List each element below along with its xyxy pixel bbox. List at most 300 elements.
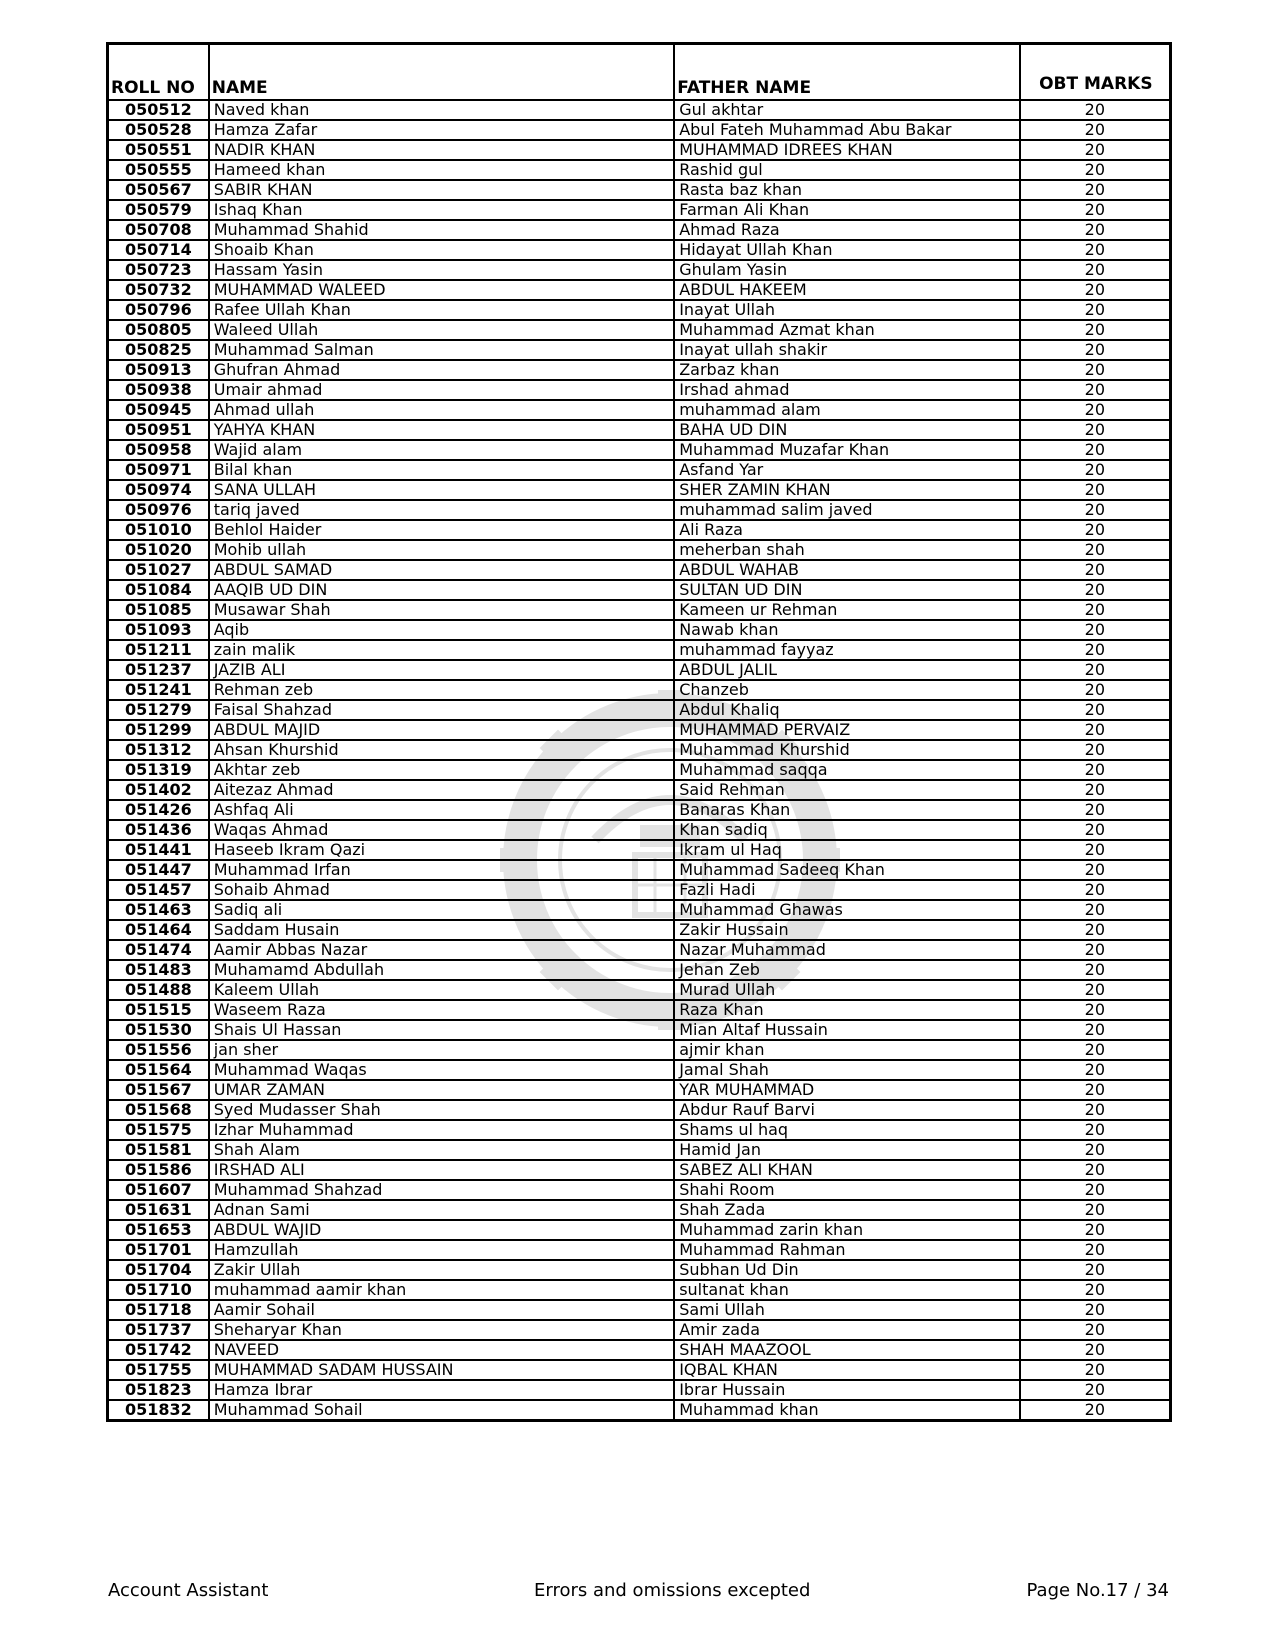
roll-no-cell: 051299 xyxy=(108,720,209,740)
table-row xyxy=(108,840,1171,860)
roll-no-cell: 050528 xyxy=(108,120,209,140)
name-cell: Muhammad Shahzad xyxy=(209,1180,674,1200)
roll-no-cell: 051607 xyxy=(108,1180,209,1200)
obt-marks-cell: 20 xyxy=(1020,800,1171,820)
table-row xyxy=(108,700,1171,720)
name-cell: Saddam Husain xyxy=(209,920,674,940)
roll-no-cell: 051020 xyxy=(108,540,209,560)
name-cell: Ishaq Khan xyxy=(209,200,674,220)
obt-marks-cell: 20 xyxy=(1020,460,1171,480)
father-name-cell: Mian Altaf Hussain xyxy=(674,1020,1020,1040)
father-name-cell: Ghulam Yasin xyxy=(674,260,1020,280)
name-cell: Hamzullah xyxy=(209,1240,674,1260)
table-row xyxy=(108,120,1171,140)
father-name-cell: SULTAN UD DIN xyxy=(674,580,1020,600)
table-row xyxy=(108,340,1171,360)
header-obt-marks: OBT MARKS xyxy=(1020,44,1171,101)
table-body xyxy=(108,100,1171,1421)
obt-marks-cell: 20 xyxy=(1020,280,1171,300)
father-name-cell: Ali Raza xyxy=(674,520,1020,540)
footer-signatory: Account Assistant xyxy=(108,1580,269,1601)
obt-marks-cell: 20 xyxy=(1020,1080,1171,1100)
roll-no-cell: 051211 xyxy=(108,640,209,660)
roll-no-cell: 051718 xyxy=(108,1300,209,1320)
father-name-cell: ajmir khan xyxy=(674,1040,1020,1060)
father-name-cell: Ikram ul Haq xyxy=(674,840,1020,860)
name-cell: Muhamamd Abdullah xyxy=(209,960,674,980)
table-row xyxy=(108,300,1171,320)
table-row xyxy=(108,1240,1171,1260)
father-name-cell: Subhan Ud Din xyxy=(674,1260,1020,1280)
obt-marks-cell: 20 xyxy=(1020,580,1171,600)
roll-no-cell: 051463 xyxy=(108,900,209,920)
name-cell: MUHAMMAD WALEED xyxy=(209,280,674,300)
name-cell: Hamza Ibrar xyxy=(209,1380,674,1400)
roll-no-cell: 050555 xyxy=(108,160,209,180)
table-row xyxy=(108,180,1171,200)
obt-marks-cell: 20 xyxy=(1020,640,1171,660)
name-cell: Rafee Ullah Khan xyxy=(209,300,674,320)
name-cell: Naved khan xyxy=(209,100,674,120)
table-row xyxy=(108,900,1171,920)
name-cell: Akhtar zeb xyxy=(209,760,674,780)
table-row xyxy=(108,1000,1171,1020)
name-cell: JAZIB ALI xyxy=(209,660,674,680)
table-row xyxy=(108,1180,1171,1200)
obt-marks-cell: 20 xyxy=(1020,740,1171,760)
name-cell: YAHYA KHAN xyxy=(209,420,674,440)
roll-no-cell: 051010 xyxy=(108,520,209,540)
table-row xyxy=(108,680,1171,700)
obt-marks-cell: 20 xyxy=(1020,1180,1171,1200)
table-row xyxy=(108,1260,1171,1280)
obt-marks-cell: 20 xyxy=(1020,1280,1171,1300)
roll-no-cell: 051823 xyxy=(108,1380,209,1400)
roll-no-cell: 050714 xyxy=(108,240,209,260)
father-name-cell: IQBAL KHAN xyxy=(674,1360,1020,1380)
name-cell: tariq javed xyxy=(209,500,674,520)
roll-no-cell: 051241 xyxy=(108,680,209,700)
roll-no-cell: 051653 xyxy=(108,1220,209,1240)
name-cell: Zakir Ullah xyxy=(209,1260,674,1280)
roll-no-cell: 051319 xyxy=(108,760,209,780)
table-row xyxy=(108,380,1171,400)
table-row xyxy=(108,460,1171,480)
obt-marks-cell: 20 xyxy=(1020,1140,1171,1160)
obt-marks-cell: 20 xyxy=(1020,360,1171,380)
obt-marks-cell: 20 xyxy=(1020,140,1171,160)
name-cell: Waleed Ullah xyxy=(209,320,674,340)
roll-no-cell: 051474 xyxy=(108,940,209,960)
obt-marks-cell: 20 xyxy=(1020,240,1171,260)
name-cell: SABIR KHAN xyxy=(209,180,674,200)
table-row xyxy=(108,800,1171,820)
obt-marks-cell: 20 xyxy=(1020,860,1171,880)
father-name-cell: Farman Ali Khan xyxy=(674,200,1020,220)
roll-no-cell: 051084 xyxy=(108,580,209,600)
table-row xyxy=(108,980,1171,1000)
name-cell: Syed Mudasser Shah xyxy=(209,1100,674,1120)
name-cell: NAVEED xyxy=(209,1340,674,1360)
name-cell: Muhammad Sohail xyxy=(209,1400,674,1421)
table-row xyxy=(108,400,1171,420)
obt-marks-cell: 20 xyxy=(1020,1220,1171,1240)
obt-marks-cell: 20 xyxy=(1020,1360,1171,1380)
name-cell: Wajid alam xyxy=(209,440,674,460)
father-name-cell: Muhammad saqqa xyxy=(674,760,1020,780)
obt-marks-cell: 20 xyxy=(1020,680,1171,700)
father-name-cell: Abul Fateh Muhammad Abu Bakar xyxy=(674,120,1020,140)
table-row xyxy=(108,1140,1171,1160)
obt-marks-cell: 20 xyxy=(1020,960,1171,980)
father-name-cell: muhammad salim javed xyxy=(674,500,1020,520)
roll-no-cell: 050579 xyxy=(108,200,209,220)
father-name-cell: sultanat khan xyxy=(674,1280,1020,1300)
table-row xyxy=(108,920,1171,940)
name-cell: IRSHAD ALI xyxy=(209,1160,674,1180)
obt-marks-cell: 20 xyxy=(1020,760,1171,780)
table-row xyxy=(108,200,1171,220)
table-row xyxy=(108,580,1171,600)
father-name-cell: Abdul Khaliq xyxy=(674,700,1020,720)
obt-marks-cell: 20 xyxy=(1020,840,1171,860)
obt-marks-cell: 20 xyxy=(1020,1320,1171,1340)
name-cell: Ashfaq Ali xyxy=(209,800,674,820)
father-name-cell: Nazar Muhammad xyxy=(674,940,1020,960)
table-row xyxy=(108,1380,1171,1400)
obt-marks-cell: 20 xyxy=(1020,820,1171,840)
obt-marks-cell: 20 xyxy=(1020,500,1171,520)
roll-no-cell: 051568 xyxy=(108,1100,209,1120)
table-row xyxy=(108,320,1171,340)
roll-no-cell: 051710 xyxy=(108,1280,209,1300)
roll-no-cell: 051436 xyxy=(108,820,209,840)
roll-no-cell: 051237 xyxy=(108,660,209,680)
obt-marks-cell: 20 xyxy=(1020,1000,1171,1020)
father-name-cell: Rasta baz khan xyxy=(674,180,1020,200)
father-name-cell: Raza Khan xyxy=(674,1000,1020,1020)
roll-no-cell: 051483 xyxy=(108,960,209,980)
name-cell: ABDUL MAJID xyxy=(209,720,674,740)
obt-marks-cell: 20 xyxy=(1020,1100,1171,1120)
father-name-cell: Hidayat Ullah Khan xyxy=(674,240,1020,260)
roll-no-cell: 051464 xyxy=(108,920,209,940)
obt-marks-cell: 20 xyxy=(1020,200,1171,220)
obt-marks-cell: 20 xyxy=(1020,300,1171,320)
name-cell: SANA ULLAH xyxy=(209,480,674,500)
name-cell: ABDUL WAJID xyxy=(209,1220,674,1240)
roll-no-cell: 051093 xyxy=(108,620,209,640)
roll-no-cell: 050723 xyxy=(108,260,209,280)
obt-marks-cell: 20 xyxy=(1020,100,1171,120)
father-name-cell: BAHA UD DIN xyxy=(674,420,1020,440)
name-cell: UMAR ZAMAN xyxy=(209,1080,674,1100)
roll-no-cell: 051755 xyxy=(108,1360,209,1380)
name-cell: Aamir Abbas Nazar xyxy=(209,940,674,960)
roll-no-cell: 051581 xyxy=(108,1140,209,1160)
name-cell: zain malik xyxy=(209,640,674,660)
name-cell: NADIR KHAN xyxy=(209,140,674,160)
name-cell: MUHAMMAD SADAM HUSSAIN xyxy=(209,1360,674,1380)
obt-marks-cell: 20 xyxy=(1020,440,1171,460)
name-cell: Mohib ullah xyxy=(209,540,674,560)
father-name-cell: muhammad fayyaz xyxy=(674,640,1020,660)
name-cell: Sheharyar Khan xyxy=(209,1320,674,1340)
roll-no-cell: 051402 xyxy=(108,780,209,800)
roll-no-cell: 050551 xyxy=(108,140,209,160)
father-name-cell: Inayat Ullah xyxy=(674,300,1020,320)
name-cell: ABDUL SAMAD xyxy=(209,560,674,580)
father-name-cell: Muhammad Sadeeq Khan xyxy=(674,860,1020,880)
father-name-cell: Murad Ullah xyxy=(674,980,1020,1000)
roll-no-cell: 051742 xyxy=(108,1340,209,1360)
father-name-cell: meherban shah xyxy=(674,540,1020,560)
roll-no-cell: 051447 xyxy=(108,860,209,880)
obt-marks-cell: 20 xyxy=(1020,1260,1171,1280)
obt-marks-cell: 20 xyxy=(1020,380,1171,400)
father-name-cell: MUHAMMAD IDREES KHAN xyxy=(674,140,1020,160)
father-name-cell: MUHAMMAD PERVAIZ xyxy=(674,720,1020,740)
obt-marks-cell: 20 xyxy=(1020,540,1171,560)
obt-marks-cell: 20 xyxy=(1020,940,1171,960)
obt-marks-cell: 20 xyxy=(1020,180,1171,200)
father-name-cell: Chanzeb xyxy=(674,680,1020,700)
father-name-cell: Shahi Room xyxy=(674,1180,1020,1200)
father-name-cell: Muhammad Ghawas xyxy=(674,900,1020,920)
name-cell: Hassam Yasin xyxy=(209,260,674,280)
table-row xyxy=(108,440,1171,460)
table-row xyxy=(108,1100,1171,1120)
father-name-cell: Khan sadiq xyxy=(674,820,1020,840)
father-name-cell: Fazli Hadi xyxy=(674,880,1020,900)
obt-marks-cell: 20 xyxy=(1020,1200,1171,1220)
roll-no-cell: 051564 xyxy=(108,1060,209,1080)
table-row xyxy=(108,1200,1171,1220)
obt-marks-cell: 20 xyxy=(1020,520,1171,540)
roll-no-cell: 050567 xyxy=(108,180,209,200)
table-row xyxy=(108,1120,1171,1140)
name-cell: Muhammad Shahid xyxy=(209,220,674,240)
obt-marks-cell: 20 xyxy=(1020,1380,1171,1400)
roll-no-cell: 051567 xyxy=(108,1080,209,1100)
roll-no-cell: 050732 xyxy=(108,280,209,300)
table-row xyxy=(108,560,1171,580)
table-row xyxy=(108,1280,1171,1300)
roll-no-cell: 051027 xyxy=(108,560,209,580)
obt-marks-cell: 20 xyxy=(1020,480,1171,500)
father-name-cell: Muhammad Azmat khan xyxy=(674,320,1020,340)
table-row xyxy=(108,1360,1171,1380)
obt-marks-cell: 20 xyxy=(1020,320,1171,340)
obt-marks-cell: 20 xyxy=(1020,660,1171,680)
roll-no-cell: 050958 xyxy=(108,440,209,460)
footer-disclaimer: Errors and omissions excepted xyxy=(534,1580,811,1601)
father-name-cell: Ibrar Hussain xyxy=(674,1380,1020,1400)
roll-no-cell: 051441 xyxy=(108,840,209,860)
roll-no-cell: 051631 xyxy=(108,1200,209,1220)
father-name-cell: Gul akhtar xyxy=(674,100,1020,120)
roll-no-cell: 050512 xyxy=(108,100,209,120)
roll-no-cell: 050945 xyxy=(108,400,209,420)
father-name-cell: Banaras Khan xyxy=(674,800,1020,820)
table-row xyxy=(108,500,1171,520)
roll-no-cell: 051737 xyxy=(108,1320,209,1340)
father-name-cell: SHAH MAAZOOL xyxy=(674,1340,1020,1360)
table-row xyxy=(108,620,1171,640)
obt-marks-cell: 20 xyxy=(1020,1160,1171,1180)
roll-no-cell: 051312 xyxy=(108,740,209,760)
table-row xyxy=(108,960,1171,980)
father-name-cell: Rashid gul xyxy=(674,160,1020,180)
father-name-cell: Muhammad Rahman xyxy=(674,1240,1020,1260)
table-row xyxy=(108,640,1171,660)
table-row xyxy=(108,760,1171,780)
father-name-cell: Inayat ullah shakir xyxy=(674,340,1020,360)
obt-marks-cell: 20 xyxy=(1020,340,1171,360)
name-cell: Behlol Haider xyxy=(209,520,674,540)
table-row xyxy=(108,720,1171,740)
table-row xyxy=(108,860,1171,880)
obt-marks-cell: 20 xyxy=(1020,1020,1171,1040)
name-cell: muhammad aamir khan xyxy=(209,1280,674,1300)
name-cell: Musawar Shah xyxy=(209,600,674,620)
obt-marks-cell: 20 xyxy=(1020,1060,1171,1080)
father-name-cell: Amir zada xyxy=(674,1320,1020,1340)
table-row xyxy=(108,520,1171,540)
obt-marks-cell: 20 xyxy=(1020,700,1171,720)
results-table xyxy=(106,42,1172,1422)
roll-no-cell: 051515 xyxy=(108,1000,209,1020)
roll-no-cell: 051426 xyxy=(108,800,209,820)
table-row xyxy=(108,140,1171,160)
table-row xyxy=(108,1340,1171,1360)
name-cell: Aamir Sohail xyxy=(209,1300,674,1320)
roll-no-cell: 050796 xyxy=(108,300,209,320)
table-row xyxy=(108,240,1171,260)
table-row xyxy=(108,1060,1171,1080)
name-cell: Hameed khan xyxy=(209,160,674,180)
table-row xyxy=(108,1160,1171,1180)
name-cell: Shah Alam xyxy=(209,1140,674,1160)
roll-no-cell: 051701 xyxy=(108,1240,209,1260)
obt-marks-cell: 20 xyxy=(1020,560,1171,580)
obt-marks-cell: 20 xyxy=(1020,1400,1171,1421)
father-name-cell: Shah Zada xyxy=(674,1200,1020,1220)
table-row xyxy=(108,940,1171,960)
father-name-cell: SABEZ ALI KHAN xyxy=(674,1160,1020,1180)
header-name: NAME xyxy=(209,44,674,101)
obt-marks-cell: 20 xyxy=(1020,120,1171,140)
obt-marks-cell: 20 xyxy=(1020,160,1171,180)
name-cell: jan sher xyxy=(209,1040,674,1060)
roll-no-cell: 051457 xyxy=(108,880,209,900)
name-cell: Waqas Ahmad xyxy=(209,820,674,840)
father-name-cell: Muhammad Khurshid xyxy=(674,740,1020,760)
name-cell: Kaleem Ullah xyxy=(209,980,674,1000)
name-cell: Shoaib Khan xyxy=(209,240,674,260)
table-row xyxy=(108,360,1171,380)
father-name-cell: Muhammad Muzafar Khan xyxy=(674,440,1020,460)
roll-no-cell: 050708 xyxy=(108,220,209,240)
name-cell: Ahsan Khurshid xyxy=(209,740,674,760)
table-row xyxy=(108,1040,1171,1060)
obt-marks-cell: 20 xyxy=(1020,1120,1171,1140)
table-row xyxy=(108,220,1171,240)
roll-no-cell: 050951 xyxy=(108,420,209,440)
father-name-cell: Ahmad Raza xyxy=(674,220,1020,240)
name-cell: Waseem Raza xyxy=(209,1000,674,1020)
roll-no-cell: 051575 xyxy=(108,1120,209,1140)
obt-marks-cell: 20 xyxy=(1020,1040,1171,1060)
obt-marks-cell: 20 xyxy=(1020,900,1171,920)
table-row xyxy=(108,540,1171,560)
obt-marks-cell: 20 xyxy=(1020,600,1171,620)
obt-marks-cell: 20 xyxy=(1020,420,1171,440)
roll-no-cell: 051279 xyxy=(108,700,209,720)
father-name-cell: Abdur Rauf Barvi xyxy=(674,1100,1020,1120)
table-row xyxy=(108,160,1171,180)
name-cell: Izhar Muhammad xyxy=(209,1120,674,1140)
table-row xyxy=(108,1020,1171,1040)
name-cell: AAQIB UD DIN xyxy=(209,580,674,600)
table-row xyxy=(108,740,1171,760)
name-cell: Sohaib Ahmad xyxy=(209,880,674,900)
father-name-cell: Said Rehman xyxy=(674,780,1020,800)
roll-no-cell: 051488 xyxy=(108,980,209,1000)
father-name-cell: ABDUL HAKEEM xyxy=(674,280,1020,300)
obt-marks-cell: 20 xyxy=(1020,980,1171,1000)
header-roll-no: ROLL NO xyxy=(108,44,209,101)
table-row xyxy=(108,1220,1171,1240)
father-name-cell: Muhammad khan xyxy=(674,1400,1020,1421)
table-header-row xyxy=(108,44,1171,101)
table-row xyxy=(108,480,1171,500)
table-row xyxy=(108,420,1171,440)
table-row xyxy=(108,260,1171,280)
name-cell: Aqib xyxy=(209,620,674,640)
table-row xyxy=(108,820,1171,840)
roll-no-cell: 051586 xyxy=(108,1160,209,1180)
father-name-cell: ABDUL WAHAB xyxy=(674,560,1020,580)
table-row xyxy=(108,880,1171,900)
obt-marks-cell: 20 xyxy=(1020,260,1171,280)
obt-marks-cell: 20 xyxy=(1020,220,1171,240)
name-cell: Muhammad Salman xyxy=(209,340,674,360)
roll-no-cell: 050938 xyxy=(108,380,209,400)
obt-marks-cell: 20 xyxy=(1020,920,1171,940)
roll-no-cell: 050805 xyxy=(108,320,209,340)
name-cell: Muhammad Irfan xyxy=(209,860,674,880)
name-cell: Ghufran Ahmad xyxy=(209,360,674,380)
father-name-cell: Sami Ullah xyxy=(674,1300,1020,1320)
father-name-cell: Irshad ahmad xyxy=(674,380,1020,400)
father-name-cell: Jamal Shah xyxy=(674,1060,1020,1080)
name-cell: Bilal khan xyxy=(209,460,674,480)
obt-marks-cell: 20 xyxy=(1020,1300,1171,1320)
table-row xyxy=(108,100,1171,120)
obt-marks-cell: 20 xyxy=(1020,1240,1171,1260)
roll-no-cell: 051085 xyxy=(108,600,209,620)
father-name-cell: Zarbaz khan xyxy=(674,360,1020,380)
roll-no-cell: 050976 xyxy=(108,500,209,520)
father-name-cell: muhammad alam xyxy=(674,400,1020,420)
obt-marks-cell: 20 xyxy=(1020,780,1171,800)
roll-no-cell: 050971 xyxy=(108,460,209,480)
father-name-cell: Asfand Yar xyxy=(674,460,1020,480)
obt-marks-cell: 20 xyxy=(1020,620,1171,640)
father-name-cell: Muhammad zarin khan xyxy=(674,1220,1020,1240)
name-cell: Adnan Sami xyxy=(209,1200,674,1220)
